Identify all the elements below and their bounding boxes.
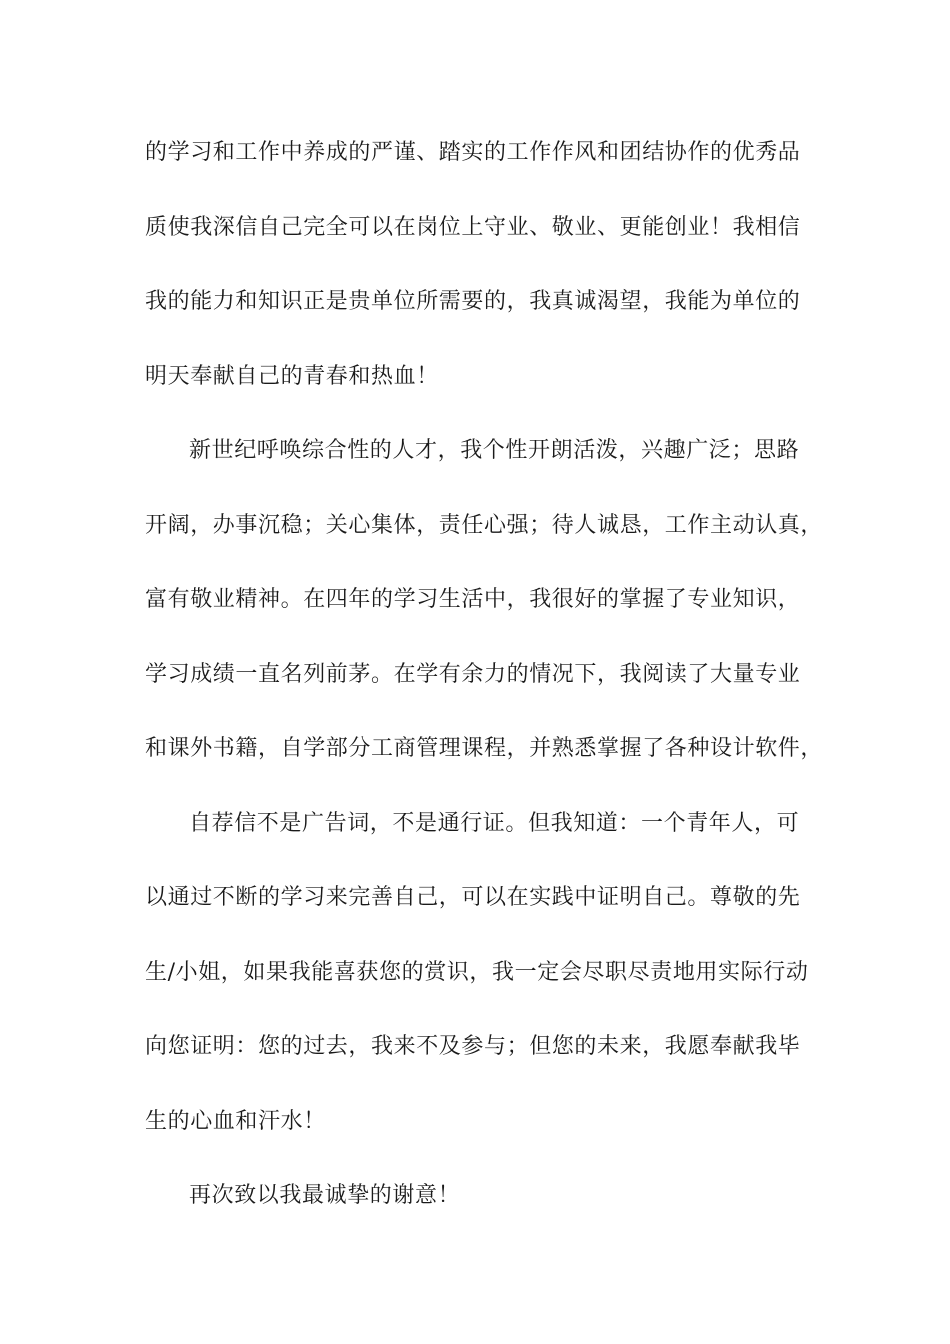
text-line-13: 向您证明：您的过去，我来不及参与；但您的未来，我愿奉献我毕 (145, 1034, 801, 1059)
text-line-8: 学习成绩一直名列前茅。在学有余力的情况下，我阅读了大量专业 (145, 661, 801, 687)
text-line-7: 富有敬业精神。在四年的学习生活中，我很好的掌握了专业知识， (145, 587, 801, 612)
text-line-6: 开阔，办事沉稳；关心集体，责任心强；待人诚恳，工作主动认真， (145, 512, 824, 538)
text-line-9: 和课外书籍，自学部分工商管理课程，并熟悉掌握了各种设计软件， (145, 736, 824, 761)
text-line-10: 自荐信不是广告词，不是通行证。但我知道：一个青年人，可 (189, 810, 800, 836)
text-line-3: 我的能力和知识正是贵单位所需要的，我真诚渴望，我能为单位的 (145, 289, 801, 314)
text-line-2: 质使我深信自己完全可以在岗位上守业、敬业、更能创业！我相信 (145, 214, 801, 240)
text-line-11: 以通过不断的学习来完善自己，可以在实践中证明自己。尊敬的先 (145, 885, 801, 910)
text-line-15: 再次致以我最诚挚的谢意！ (189, 1183, 461, 1208)
text-line-1: 的学习和工作中养成的严谨、踏实的工作作风和团结协作的优秀品 (145, 140, 801, 165)
document-body (145, 128, 825, 1246)
text-line-5: 新世纪呼唤综合性的人才，我个性开朗活泼，兴趣广泛；思路 (189, 438, 800, 463)
text-line-12: 生/小姐，如果我能喜获您的赏识，我一定会尽职尽责地用实际行动 (145, 959, 809, 985)
text-line-14: 生的心血和汗水！ (145, 1108, 326, 1134)
text-line-4: 明天奉献自己的青春和热血！ (145, 363, 439, 389)
